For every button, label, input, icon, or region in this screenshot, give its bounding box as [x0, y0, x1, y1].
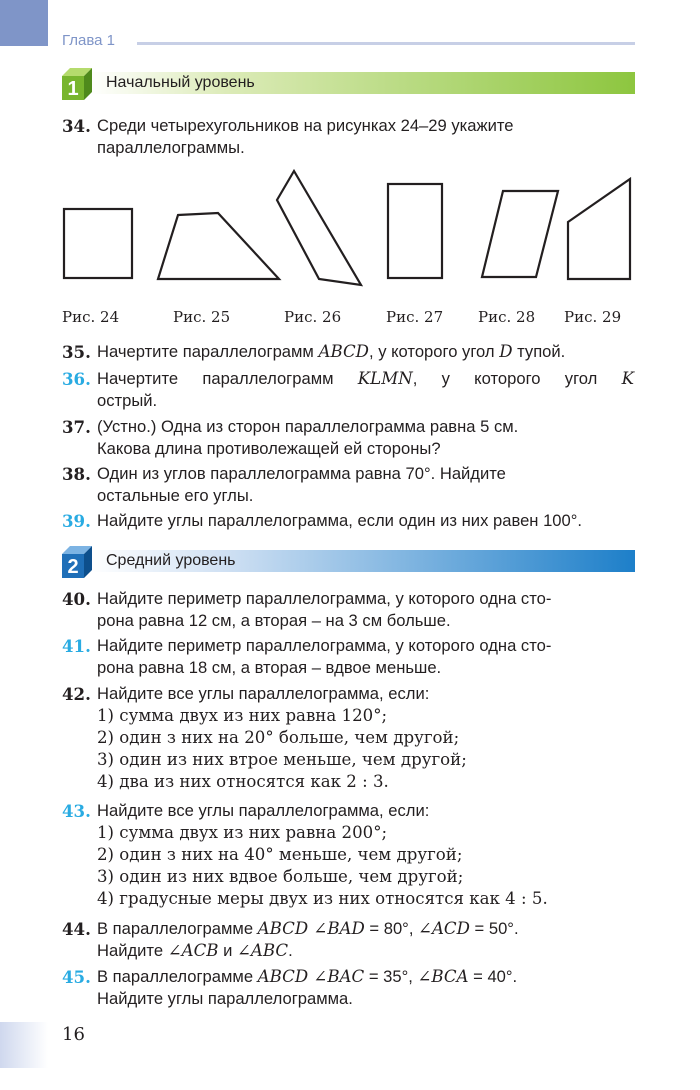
level-bar-middle — [60, 544, 635, 578]
task-41-line-2: рона равна 18 см, а вторая – вдвое меньше. — [97, 658, 442, 677]
level-title-middle: Средний уровень — [106, 552, 236, 569]
task-37-line-2: Какова длина противолежащей ей стороны? — [97, 439, 441, 458]
task-39 — [62, 510, 634, 532]
level-2-number: 2 — [67, 556, 79, 578]
task-text: , у которого угол — [368, 342, 500, 361]
figure-caption-29: Рис. 29 — [564, 308, 622, 326]
task-text: В параллелограмме — [97, 919, 258, 938]
task-text: Найдите — [97, 941, 168, 960]
task-45-line-2: Найдите углы параллелограмма. — [97, 989, 353, 1008]
task-number: 39. — [62, 511, 91, 531]
task-text: В параллелограмме — [97, 967, 258, 986]
task-math: ABCD ∠BAC — [257, 967, 365, 986]
task-math: K — [621, 369, 634, 388]
task-43-item-2: 2) один з них на 40° меньше, чем другой; — [97, 845, 463, 864]
page-number: 16 — [62, 1024, 85, 1045]
task-math: ∠ABC — [236, 941, 289, 960]
task-number: 38. — [62, 464, 91, 484]
task-text: = 50°. — [469, 919, 519, 938]
task-34 — [62, 115, 634, 159]
task-45-line-1 — [97, 966, 634, 988]
task-42-line-1: Найдите все углы параллелограмма, если: — [97, 684, 430, 703]
task-43 — [62, 800, 634, 910]
quadrilateral-figures — [58, 160, 638, 300]
task-42-item-3: 3) один из них втрое меньше, чем другой; — [97, 750, 467, 769]
task-38 — [62, 463, 634, 507]
task-38-line-2: остальные его углы. — [97, 486, 254, 505]
figure-24-square — [64, 209, 132, 278]
task-35-line-1 — [97, 341, 634, 363]
task-40-line-2: рона равна 12 см, а вторая – на 3 см больше. — [97, 611, 451, 630]
task-43-item-1: 1) сумма двух из них равна 200°; — [97, 823, 388, 842]
figure-caption-24: Рис. 24 — [62, 308, 120, 326]
task-39-line-1: Найдите углы параллелограмма, если один из них равен 100°. — [97, 511, 583, 530]
task-number: 40. — [62, 589, 91, 609]
task-40 — [62, 588, 634, 632]
figure-27-rectangle — [388, 184, 442, 278]
figure-28-parallelogram — [482, 191, 558, 277]
task-38-line-1: Один из углов параллелограмма равна 70°. Найдите — [97, 464, 506, 483]
task-36-line-1 — [97, 368, 634, 390]
figure-caption-28: Рис. 28 — [478, 308, 536, 326]
task-43-line-1: Найдите все углы параллелограмма, если: — [97, 801, 430, 820]
figure-25-trapezoid — [158, 213, 279, 279]
task-44 — [62, 918, 634, 962]
task-37-line-1: (Устно.) Одна из сторон параллелограмма равна 5 см. — [97, 417, 519, 436]
task-number: 45. — [62, 967, 91, 987]
figure-29-quadrilateral — [568, 179, 630, 279]
task-42-item-2: 2) один з них на 20° больше, чем другой; — [97, 728, 460, 747]
task-42-item-1: 1) сумма двух из них равна 120°; — [97, 706, 388, 725]
task-number: 34. — [62, 116, 91, 136]
task-text: = 40°. — [468, 967, 518, 986]
level-1-number: 1 — [67, 78, 79, 100]
task-35 — [62, 341, 634, 363]
task-text: тупой. — [512, 342, 566, 361]
task-number: 41. — [62, 636, 91, 656]
task-40-line-1: Найдите периметр параллелограмма, у которого одна сто- — [97, 589, 552, 608]
task-34-line-2: параллелограммы. — [97, 138, 245, 157]
task-text: Начертите параллелограмм — [97, 342, 319, 361]
task-44-line-1 — [97, 918, 634, 940]
task-math: KLMN — [357, 369, 413, 388]
task-number: 42. — [62, 684, 91, 704]
task-text: = 35°, — [364, 967, 418, 986]
figure-26-quadrilateral — [277, 171, 361, 285]
level-bar-basic — [60, 66, 635, 100]
task-41-line-1: Найдите периметр параллелограмма, у которого одна сто- — [97, 636, 552, 655]
task-44-line-2 — [97, 940, 634, 962]
figure-caption-25: Рис. 25 — [173, 308, 231, 326]
task-43-item-4: 4) градусные меры двух из них относятся как 4 : 5. — [97, 889, 548, 908]
task-number: 35. — [62, 342, 91, 362]
task-text: Начертите параллелограмм — [97, 369, 358, 388]
figure-caption-26: Рис. 26 — [284, 308, 342, 326]
task-37 — [62, 416, 634, 460]
task-text: . — [288, 941, 293, 960]
figure-caption-27: Рис. 27 — [386, 308, 444, 326]
task-number: 37. — [62, 417, 91, 437]
task-number: 36. — [62, 369, 91, 389]
chapter-rule — [137, 42, 635, 45]
task-math: ∠ACD — [418, 919, 470, 938]
task-number: 43. — [62, 801, 91, 821]
task-text: = 80°, — [364, 919, 419, 938]
footer-corner-tab — [0, 1022, 48, 1068]
task-math: ∠ACB — [167, 941, 219, 960]
task-math: ABCD ∠BAD — [257, 919, 365, 938]
task-45 — [62, 966, 634, 1010]
task-math: ∠BCA — [417, 967, 469, 986]
task-43-item-3: 3) один из них вдвое больше, чем другой; — [97, 867, 464, 886]
chapter-label: Глава 1 — [62, 32, 116, 49]
task-42-item-4: 4) два из них относятся как 2 : 3. — [97, 772, 389, 791]
task-34-line-1: Среди четырехугольников на рисунках 24–29 укажите — [97, 116, 514, 135]
task-42 — [62, 683, 634, 793]
task-math: ABCD — [318, 342, 369, 361]
level-title-basic: Начальный уровень — [106, 74, 255, 91]
task-math: D — [499, 342, 513, 361]
task-number: 44. — [62, 919, 91, 939]
chapter-corner-tab — [0, 0, 48, 46]
task-41 — [62, 635, 634, 679]
task-36-line-2: острый. — [97, 391, 158, 410]
task-36 — [62, 368, 634, 412]
level-2-cube-icon — [60, 544, 94, 578]
task-text: , у которого угол — [412, 369, 622, 388]
level-1-cube-icon — [60, 66, 94, 100]
task-text: и — [218, 941, 237, 960]
